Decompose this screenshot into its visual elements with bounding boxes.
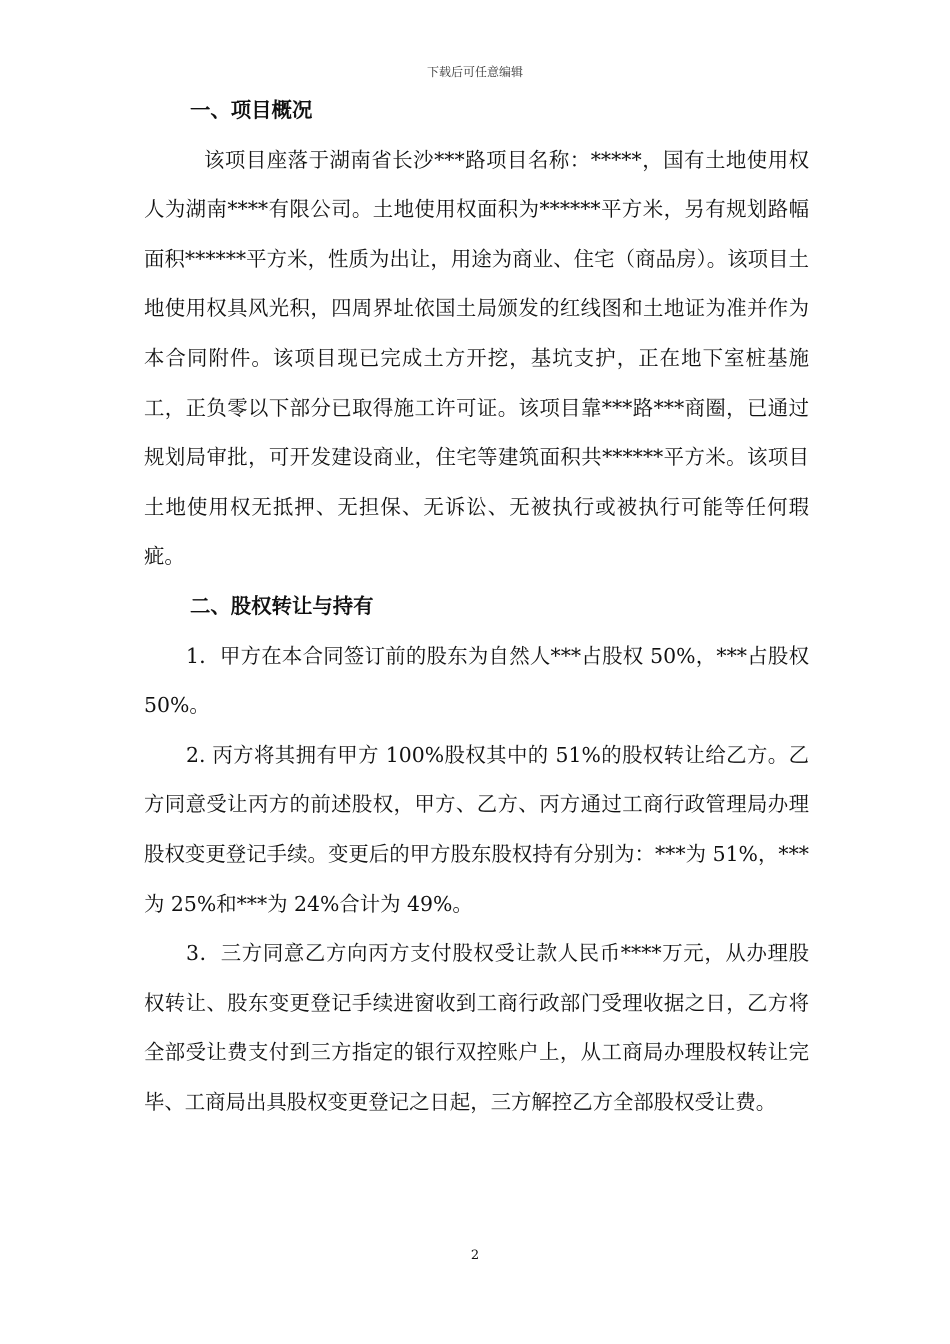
section-heading-equity-transfer: 二、股权转让与持有	[190, 593, 374, 618]
paragraph-clause-3: 3．三方同意乙方向丙方支付股权受让款人民币****万元，从办理股权转让、股东变更登记手续进窗收到工商行政部门受理收据之日，乙方将全部受让费支付到三方指定的银行双控账户上，从工商局办理股权转让完毕、工商局出具股权变更登记之日起，三方解控乙方全部股权受让费。	[144, 941, 809, 1114]
section-heading-project-overview: 一、项目概况	[190, 98, 313, 122]
document-body	[144, 86, 809, 1127]
page-number: 2	[470, 1248, 480, 1263]
paragraph-project-description: 该项目座落于湖南省长沙***路项目名称：*****，国有土地使用权人为湖南****有限公司。土地使用权面积为******平方米，另有规划路幅面积******平方米，性质为出让，用途为商业、住宅（商品房）。该项目土地使用权具风光积，四周界址依国土局颁发的红线图和土地证为准并作为本合同附件。该项目现已完成土方开挖，基坑支护，正在地下室桩基施工，正负零以下部分已取得施工许可证。该项目靠***路***商圈，已通过规划局审批，可开发建设商业，住宅等建筑面积共******平方米。该项目土地使用权无抵押、无担保、无诉讼、无被执行或被执行可能等任何瑕疵。	[144, 147, 809, 569]
paragraph-clause-2: 2. 丙方将其拥有甲方 100%股权其中的 51%的股权转让给乙方。乙方同意受让丙方的前述股权，甲方、乙方、丙方通过工商行政管理局办理股权变更登记手续。变更后的甲方股东股权持有分别为：***为 51%，***为 25%和***为 24%合计为 49%。	[144, 742, 809, 916]
page-header-note: 下载后可任意编辑	[426, 65, 523, 79]
paragraph-clause-1: 1．甲方在本合同签订前的股东为自然人***占股权 50%，***占股权 50%。	[144, 643, 809, 718]
